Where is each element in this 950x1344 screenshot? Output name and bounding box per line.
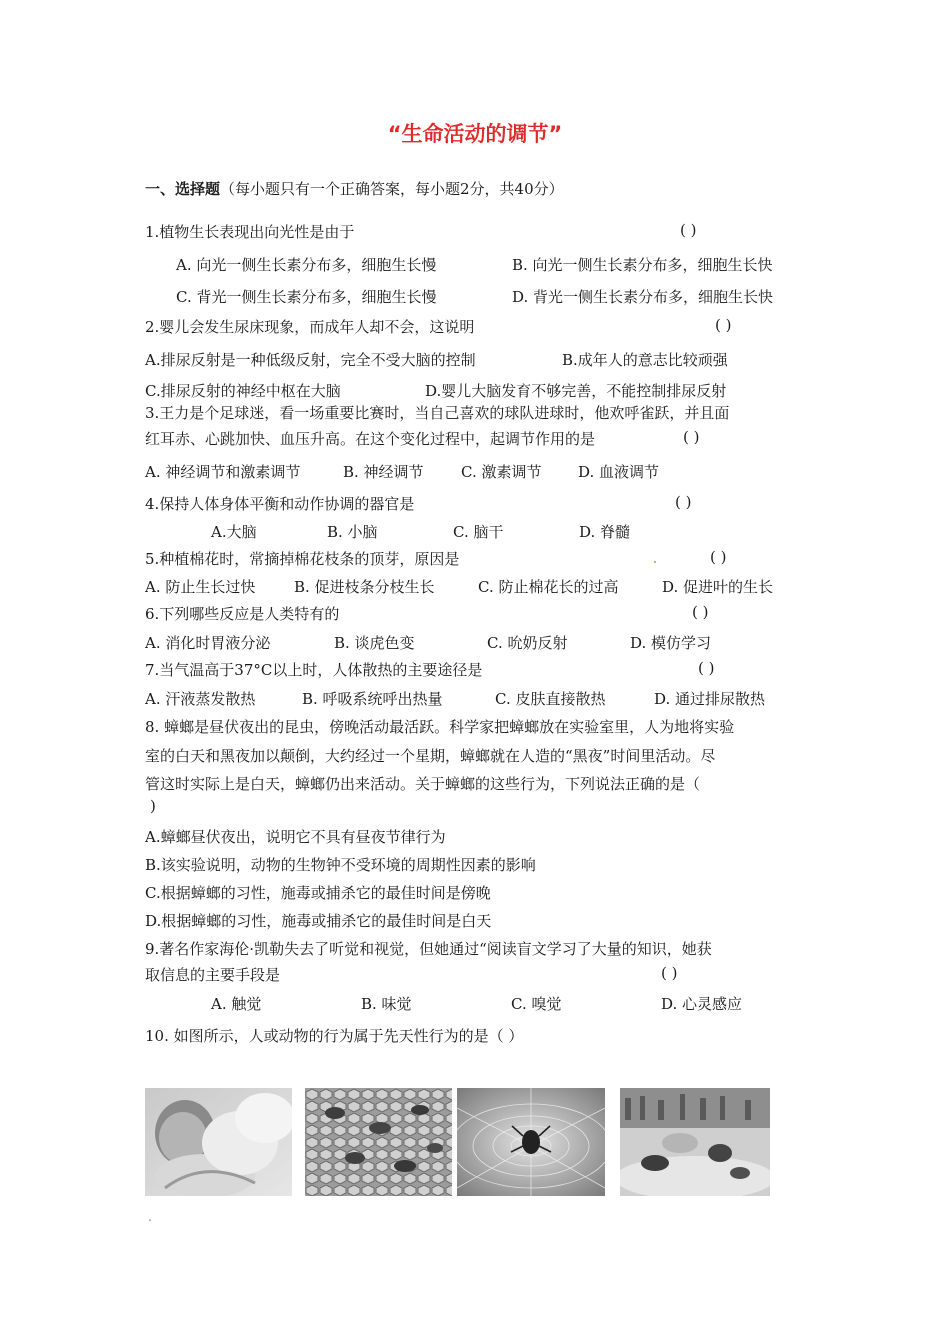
q5-option-d: D. 促进叶的生长 xyxy=(662,578,774,596)
q9-option-d: D. 心灵感应 xyxy=(661,995,743,1013)
section-label: 一、选择题 xyxy=(145,180,221,198)
section-heading xyxy=(145,178,564,199)
q2-option-c: C.排尿反射的神经中枢在大脑 xyxy=(145,382,341,400)
q5-option-a: A. 防止生长过快 xyxy=(145,578,256,596)
q6-option-b: B. 谈虎色变 xyxy=(334,634,415,652)
q4-answer-paren: ( ) xyxy=(675,493,692,511)
q5-option-b: B. 促进枝条分枝生长 xyxy=(294,578,435,596)
q4-option-d: D. 脊髓 xyxy=(579,523,631,541)
q2-answer-paren: ( ) xyxy=(715,316,732,334)
q2-option-a: A.排尿反射是一种低级反射，完全不受大脑的控制 xyxy=(145,351,476,369)
q7-answer-paren: ( ) xyxy=(698,659,715,677)
q10-stem: 10. 如图所示，人或动物的行为属于先天性行为的是（ ） xyxy=(145,1027,524,1045)
q1-option-d: D. 背光一侧生长素分布多，细胞生长快 xyxy=(512,288,774,306)
q8-stem-line3: 管这时实际上是白天，蟑螂仍出来活动。关于蟑螂的这些行为，下列说法正确的是（ xyxy=(145,775,701,793)
q3-option-c: C. 激素调节 xyxy=(461,463,542,481)
q7-option-a: A. 汗液蒸发散热 xyxy=(145,690,256,708)
photo-spider-web xyxy=(457,1088,605,1196)
q3-option-b: B. 神经调节 xyxy=(343,463,424,481)
q7-stem: 7.当气温高于37°C以上时，人体散热的主要途径是 xyxy=(145,661,483,679)
q8-option-d: D.根据蟑螂的习性，施毒或捕杀它的最佳时间是白天 xyxy=(145,912,492,930)
q8-option-a: A.蟑螂昼伏夜出，说明它不具有昼夜节律行为 xyxy=(145,828,446,846)
q1-option-b: B. 向光一侧生长素分布多，细胞生长快 xyxy=(512,256,773,274)
q3-answer-paren: ( ) xyxy=(683,428,700,446)
section-note: （每小题只有一个正确答案，每小题2分，共40分） xyxy=(220,180,564,198)
q5-answer-paren: ( ) xyxy=(710,548,727,566)
q8-option-b: B.该实验说明，动物的生物钟不受环境的周期性因素的影响 xyxy=(145,856,536,874)
q5-option-c: C. 防止棉花长的过高 xyxy=(478,578,619,596)
q1-option-c: C. 背光一侧生长素分布多，细胞生长慢 xyxy=(176,288,437,306)
q8-option-c: C.根据蟑螂的习性，施毒或捕杀它的最佳时间是傍晚 xyxy=(145,884,491,902)
q5-stem: 5.种植棉花时，常摘掉棉花枝条的顶芽，原因是 xyxy=(145,550,460,568)
q9-answer-paren: ( ) xyxy=(661,964,678,982)
q2-stem: 2.婴儿会发生尿床现象，而成年人却不会，这说明 xyxy=(145,318,475,336)
q6-stem: 6.下列哪些反应是人类特有的 xyxy=(145,605,340,623)
q9-stem-line2: 取信息的主要手段是 xyxy=(145,966,281,984)
q9-option-a: A. 触觉 xyxy=(211,995,262,1013)
q9-stem-line1: 9.著名作家海伦·凯勒失去了听觉和视觉，但她通过“阅读盲文学习了大量的知识，她获 xyxy=(145,940,712,958)
q6-answer-paren: ( ) xyxy=(692,603,709,621)
sea-lions-image xyxy=(620,1088,770,1196)
footer-mark: . xyxy=(148,1210,152,1224)
spider-web-image xyxy=(457,1088,605,1196)
q7-option-c: C. 皮肤直接散热 xyxy=(495,690,606,708)
q8-stem-line1: 8. 蟑螂是昼伏夜出的昆虫，傍晚活动最活跃。科学家把蟑螂放在实验室里，人为地将实验 xyxy=(145,718,735,736)
q1-option-a: A. 向光一侧生长素分布多，细胞生长慢 xyxy=(176,256,437,274)
baby-nursing-image xyxy=(145,1088,292,1196)
q1-answer-paren: ( ) xyxy=(680,221,697,239)
q4-option-b: B. 小脑 xyxy=(327,523,378,541)
q7-option-d: D. 通过排尿散热 xyxy=(654,690,766,708)
q6-option-c: C. 吮奶反射 xyxy=(487,634,568,652)
q2-option-d: D.婴儿大脑发育不够完善，不能控制排尿反射 xyxy=(425,382,727,400)
photo-bees-honeycomb xyxy=(305,1088,452,1196)
q8-stem-line2: 室的白天和黑夜加以颠倒，大约经过一个星期，蟑螂就在人造的“黑夜”时间里活动。尽 xyxy=(145,747,716,765)
q7-option-b: B. 呼吸系统呼出热量 xyxy=(302,690,443,708)
q3-stem-line2: 红耳赤、心跳加快、血压升高。在这个变化过程中，起调节作用的是 xyxy=(145,430,596,448)
q9-option-b: B. 味觉 xyxy=(361,995,412,1013)
stray-dot xyxy=(654,561,656,563)
bees-honeycomb-image xyxy=(305,1088,452,1196)
q2-option-b: B.成年人的意志比较顽强 xyxy=(562,351,728,369)
q8-stem-line4: ) xyxy=(150,797,156,815)
q10-photo-row xyxy=(145,1088,770,1198)
q3-stem-line1: 3.王力是个足球迷，看一场重要比赛时，当自己喜欢的球队进球时，他欢呼雀跃，并且面 xyxy=(145,404,730,422)
q6-option-a: A. 消化时胃液分泌 xyxy=(145,634,271,652)
q9-option-c: C. 嗅觉 xyxy=(511,995,562,1013)
q3-option-a: A. 神经调节和激素调节 xyxy=(145,463,301,481)
q6-option-d: D. 模仿学习 xyxy=(630,634,712,652)
q4-option-c: C. 脑干 xyxy=(453,523,504,541)
q4-option-a: A.大脑 xyxy=(211,523,257,541)
q3-option-d: D. 血液调节 xyxy=(578,463,660,481)
q4-stem: 4.保持人体身体平衡和动作协调的器官是 xyxy=(145,495,415,513)
photo-sea-lions xyxy=(620,1088,770,1196)
q1-stem: 1.植物生长表现出向光性是由于 xyxy=(145,223,355,241)
photo-baby-nursing xyxy=(145,1088,292,1196)
page-title: “生命活动的调节” xyxy=(387,122,563,146)
